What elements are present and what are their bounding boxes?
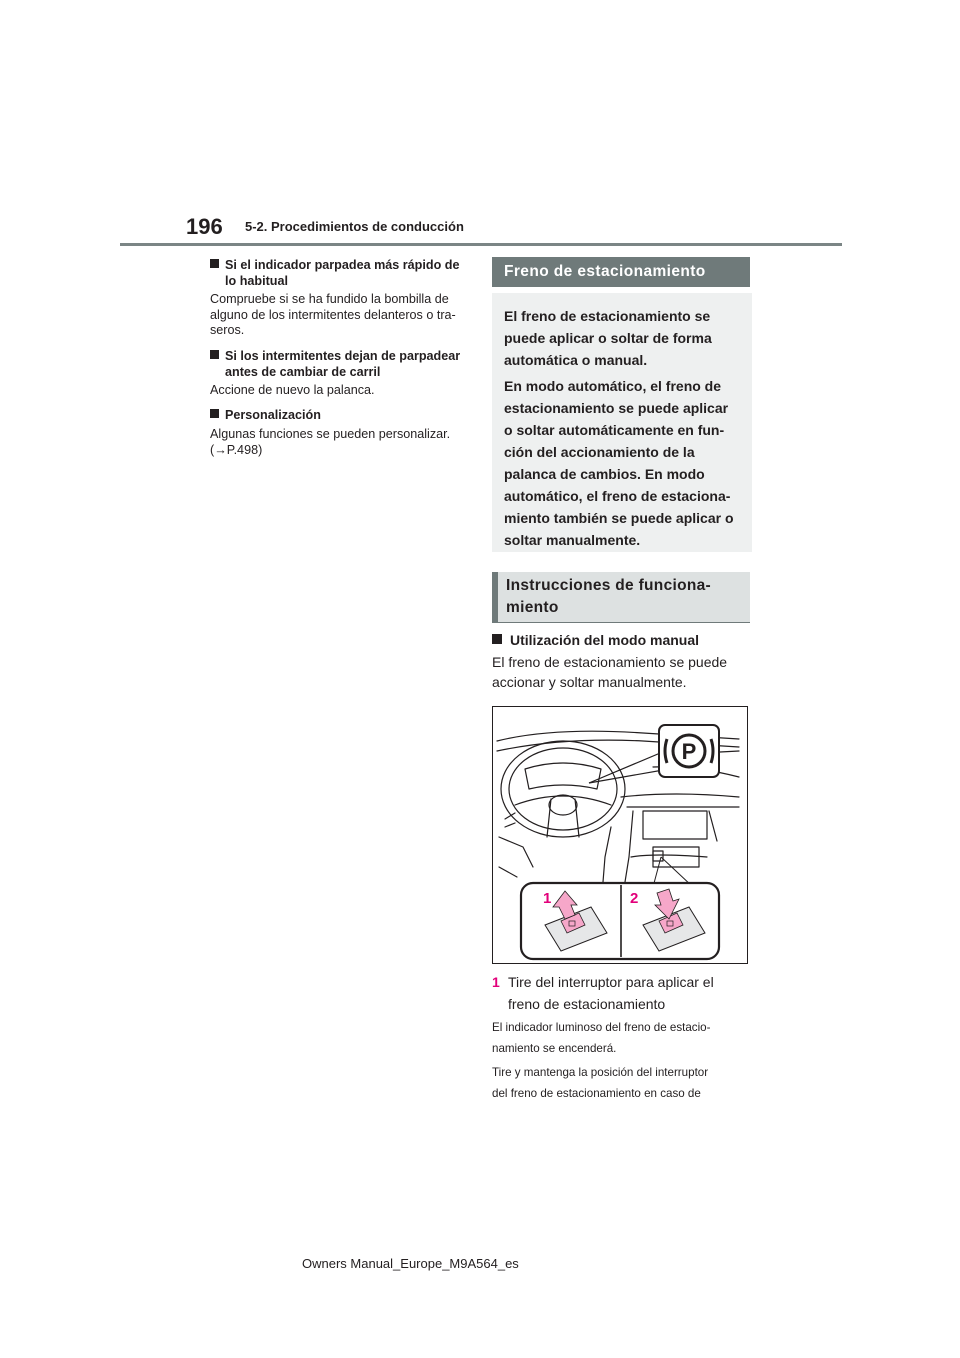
item-heading-cont: antes de cambiar de carril <box>225 365 381 379</box>
left-item-2 <box>210 348 468 399</box>
page-number: 196 <box>186 214 223 239</box>
subsection-title: Instrucciones de funciona- miento <box>492 572 750 623</box>
manual-mode-body: El freno de estacionamiento se puede accionar y soltar manualmente. <box>492 654 728 690</box>
item-heading: Si los intermitentes dejan de parpadear <box>225 349 461 363</box>
dashboard-illustration <box>493 707 747 963</box>
page-reference-link[interactable]: (→P.498) <box>210 442 263 457</box>
step-1: 1 Tire del interruptor para aplicar el freno de estacionamiento <box>492 971 750 1015</box>
item-body-line: alguno de los intermitentes delanteros o tra- <box>210 307 456 322</box>
summary-box <box>492 293 752 552</box>
item-heading: Si el indicador parpadea más rápido de <box>225 258 460 272</box>
left-item-3 <box>210 407 468 458</box>
item-heading: Personalización <box>225 408 321 422</box>
item-body-line: Accione de nuevo la palanca. <box>210 383 375 397</box>
parking-brake-figure <box>492 706 748 964</box>
square-bullet-icon <box>210 259 219 268</box>
step-number: 1 <box>492 974 500 990</box>
manual-mode-heading: Utilización del modo manual <box>492 631 699 649</box>
item-body-line: seros. <box>210 323 245 337</box>
header-rule <box>120 243 842 246</box>
square-bullet-icon <box>210 409 219 418</box>
parking-p-icon: P <box>681 739 697 764</box>
left-item-1 <box>210 257 468 339</box>
figure-label-2: 2 <box>630 890 639 907</box>
footer-doc-id: Owners Manual_Europe_M9A564_es <box>302 1256 519 1271</box>
item-body-line: Compruebe si se ha fundido la bombilla de <box>210 292 449 306</box>
figure-label-1: 1 <box>543 890 552 907</box>
item-body-line: Algunas funciones se pueden personalizar. <box>210 427 451 441</box>
chapter-title: 5-2. Procedimientos de conducción <box>245 219 464 234</box>
square-bullet-icon <box>210 350 219 359</box>
summary-paragraph: En modo automático, el freno de estacionamiento se puede aplicar o soltar automáticamente en fun- ción del accionamiento de la palanca de cambios. En modo automático, el freno de estaciona- miento también se puede aplicar o soltar manualmente. <box>504 378 734 548</box>
item-heading-cont: lo habitual <box>225 274 288 288</box>
step-1-notes: El indicador luminoso del freno de estacio- namiento se encenderá. Tire y mantenga la posición del interruptor del freno de estacionamiento en caso de <box>492 1021 711 1100</box>
summary-paragraph: El freno de estacionamiento se puede aplicar o soltar de forma automática o manual. <box>504 308 712 368</box>
square-bullet-icon <box>492 634 502 644</box>
section-title: Freno de estacionamiento <box>492 257 750 287</box>
